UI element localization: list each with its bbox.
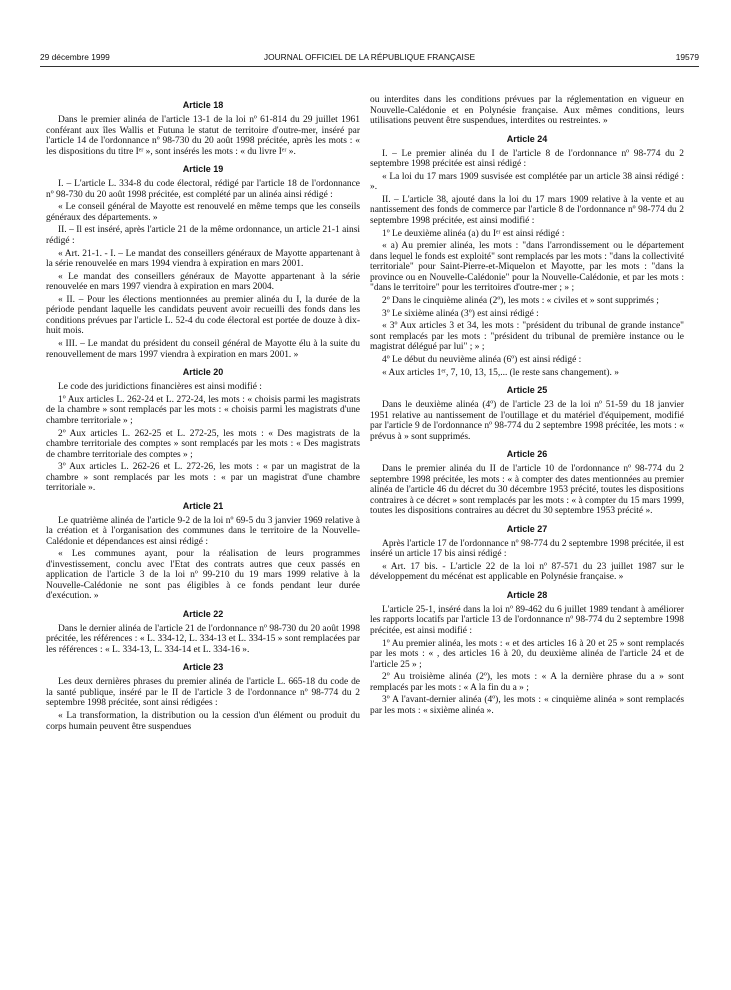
paragraph: 2º Dans le cinquième alinéa (2º), les mots : « civiles et » sont supprimés ; [382, 295, 659, 306]
article-heading: Article 22 [182, 608, 224, 619]
paragraph: Le quatrième alinéa de l'article 9-2 de la loi nº 69-5 du 3 janvier 1969 relative à la création et à l'organisation des communes dans le territoire de la Nouvelle-Calédonie et dépendances est ainsi rédigé : [46, 515, 360, 547]
paragraph: « II. – Pour les élections mentionnées au premier alinéa du I, la durée de la période pendant laquelle les candidats peuvent avoir recueilli des fonds dans les conditions prévues par l'article L. 52-4 du code électoral est portée de douze à dix-huit mois. [46, 294, 360, 337]
paragraph: 2º Au troisième alinéa (2º), les mots : « A la dernière phrase du a » sont remplacés par les mots : « A la fin du a » ; [370, 672, 684, 693]
article-heading: Article 20 [182, 367, 224, 378]
paragraph: 4º Le début du neuvième alinéa (6º) est ainsi rédigé : [382, 355, 582, 365]
paragraph: Après l'article 17 de l'ordonnance nº 98-774 du 2 septembre 1998 précitée, il est inséré un article 17 bis ainsi rédigé : [370, 538, 684, 560]
paragraph: « 3º Aux articles 3 et 34, les mots : "président du tribunal de grande instance" sont remplacés par les mots : "président du tribunal de première instance ou le magistrat délégué par lui" ; » ; [370, 321, 684, 353]
paragraph: « Les communes ayant, pour la réalisation de leurs programmes d'investissement, conclu avec l'Etat des contrats autres que ceux passés en application de l'article 3 de la loi nº 99-210 du 19 mars 1999 relative à la Nouvelle-Calédonie ne sont pas éligibles à ce fonds pendant leur durée d'exécution. » [46, 549, 360, 602]
paragraph: I. – L'article L. 334-8 du code électoral, rédigé par l'article 18 de l'ordonnance nº 98-730 du 20 août 1998 précitée, est complété par un alinéa ainsi rédigé : [46, 179, 360, 200]
article-heading: Article 24 [506, 133, 548, 144]
paragraph: 3º A l'avant-dernier alinéa (4º), les mots : « cinquième alinéa » sont remplacés par les mots : « sixième alinéa ». [370, 695, 684, 716]
paragraph: Les deux dernières phrases du premier alinéa de l'article L. 665-18 du code de la santé publique, inséré par le II de l'article 3 de l'ordonnance nº 98-774 du 2 septembre 1998 précitée, sont ainsi rédigées : [46, 677, 360, 709]
paragraph: II. – L'article 38, ajouté dans la loi du 17 mars 1909 relative à la vente et au nantissement des fonds de commerce par l'article 8 de l'ordonnance nº 98-774 du 2 septembre 1998 précitée, est ainsi modifié : [370, 194, 684, 226]
paragraph: L'article 25-1, inséré dans la loi nº 89-462 du 6 juillet 1989 tendant à améliorer les rapports locatifs par l'article 13 de l'ordonnance nº 98-774 du 2 septembre 1998 précitée, est ainsi modifié : [370, 604, 684, 636]
paragraph: 1º Au premier alinéa, les mots : « et des articles 16 à 20 et 25 » sont remplacés par les mots : « , des articles 16 à 20, du deuxième alinéa de l'article 24 et de l'article 25 » ; [370, 638, 684, 670]
paragraph: 1º Le deuxième alinéa (a) du Iᵉʳ est ainsi rédigé : [382, 228, 565, 239]
article-heading: Article 25 [506, 385, 548, 396]
header-journal-title: JOURNAL OFFICIEL DE LA RÉPUBLIQUE FRANÇAISE [263, 52, 476, 62]
article-heading: Article 28 [506, 589, 548, 600]
paragraph: « III. – Le mandat du président du conseil général de Mayotte élu à la suite du renouvellement de mars 1997 viendra à expiration en mars 2001. » [46, 339, 360, 360]
paragraph: 1º Aux articles L. 262-24 et L. 272-24, les mots : « choisis parmi les magistrats de la chambre » sont remplacés par les mots : « choisis parmi les magistrats d'une chambre territoriale » ; [46, 394, 360, 426]
header-rule [40, 66, 699, 67]
article-heading: Article 27 [506, 523, 548, 534]
paragraph: « a) Au premier alinéa, les mots : "dans l'arrondissement ou le département dans lequel le fonds est exploité" sont remplacés par les mots : "dans la collectivité territoriale" pour Saint-Pierre-et-Miquelon et Mayotte, par les mots : "dans la province ou en Nouvelle-Calédonie" pour la Nouvelle-Calédonie, et par les mots : "dans le territoire" pour les territoires d'outre-mer ; » ; [370, 241, 684, 294]
right-column [370, 95, 684, 719]
paragraph: I. – Le premier alinéa du I de l'article 8 de l'ordonnance nº 98-774 du 2 septembre 1998 précitée est ainsi rédigé : [370, 148, 684, 169]
paragraph: « Art. 21-1. - I. – Le mandat des conseillers généraux de Mayotte appartenant à la série renouvelée en mars 1994 viendra à expiration en mars 2001. [46, 248, 360, 270]
paragraph: Dans le premier alinéa du II de l'article 10 de l'ordonnance nº 98-774 du 2 septembre 1998 précitée, les mots : « à compter des dates mentionnées au premier alinéa de l'article 46 du décret du 30 décembre 1953 précité, toutes les dispositions contraires à ce décret » sont remplacés par les mots : « à compter du 15 mars 1999, toutes les dispositions contraires au décret du 30 septembre 1953 précité ». [370, 464, 684, 517]
article-heading: Article 26 [506, 449, 548, 460]
paragraph: 2º Aux articles L. 262-25 et L. 272-25, les mots : « Des magistrats de la chambre territoriale des comptes » sont remplacés par les mots : « Des magistrats de chambre territoriale des comptes » ; [46, 428, 360, 460]
paragraph: Dans le deuxième alinéa (4º) de l'article 23 de la loi nº 51-59 du 18 janvier 1951 relative au nantissement de l'outillage et du matériel d'équipement, modifié par l'article 9 de l'ordonnance nº 98-774 du 2 septembre 1998 précitée, les mots : « prévus à » sont supprimés. [370, 400, 684, 442]
paragraph: « Le conseil général de Mayotte est renouvelé en même temps que les conseils généraux des départements. » [46, 202, 360, 223]
article-heading: Article 23 [182, 662, 224, 673]
article-heading: Article 18 [182, 100, 224, 110]
paragraph: « Aux articles 1ᵉʳ, 7, 10, 13, 15,... (le reste sans changement). » [382, 367, 619, 378]
header-date: 29 décembre 1999 [40, 52, 110, 62]
header-page-number: 19579 [675, 52, 699, 62]
article-heading: Article 19 [182, 164, 224, 174]
paragraph: « Art. 17 bis. - L'article 22 de la loi nº 87-571 du 23 juillet 1987 sur le développement du mécénat est applicable en Polynésie française. » [370, 561, 684, 583]
paragraph: II. – Il est inséré, après l'article 21 de la même ordonnance, un article 21-1 ainsi rédigé : [46, 225, 360, 246]
paragraph: Dans le dernier alinéa de l'article 21 de l'ordonnance nº 98-730 du 20 août 1998 précitée, les références : « L. 334-12, L. 334-13 et L. 334-15 » sont remplacées par les références : « L. 334-13, L. 334-14 et L. 334-16 ». [46, 623, 360, 655]
paragraph: Dans le premier alinéa de l'article 13-1 de la loi nº 61-814 du 29 juillet 1961 conférant aux îles Wallis et Futuna le statut de territoire d'outre-mer, inséré par l'article 14 de l'ordonnance nº 98-730 du 20 août 1998 précitée, après les mots : « les dispositions du titre Iᵉʳ », sont insérés les mots : « du livre Iᵉʳ ». [46, 115, 360, 157]
article-heading: Article 21 [182, 500, 224, 511]
page-header [40, 52, 699, 66]
paragraph: « La transformation, la distribution ou la cession d'un élément ou produit du corps humain peuvent être suspendues [46, 711, 360, 732]
paragraph: « Le mandat des conseillers généraux de Mayotte appartenant à la série renouvelée en mars 1997 viendra à expiration en mars 2004. [46, 271, 360, 293]
left-column [46, 100, 360, 734]
paragraph: « La loi du 17 mars 1909 susvisée est complétée par un article 38 ainsi rédigé : ». [370, 171, 684, 193]
paragraph: ou interdites dans les conditions prévues par la réglementation en vigueur en Nouvelle-Calédonie et en Polynésie française. Aux mêmes conditions, leurs utilisations peuvent être suspendues, interdites ou restreintes. » [370, 95, 684, 126]
paragraph: 3º Le sixième alinéa (3º) est ainsi rédigé : [382, 308, 539, 319]
paragraph: 3º Aux articles L. 262-26 et L. 272-26, les mots : « par un magistrat de la chambre » sont remplacés par les mots : « par un magistrat d'une chambre territoriale ». [46, 462, 360, 494]
paragraph: Le code des juridictions financières est ainsi modifié : [58, 382, 262, 393]
